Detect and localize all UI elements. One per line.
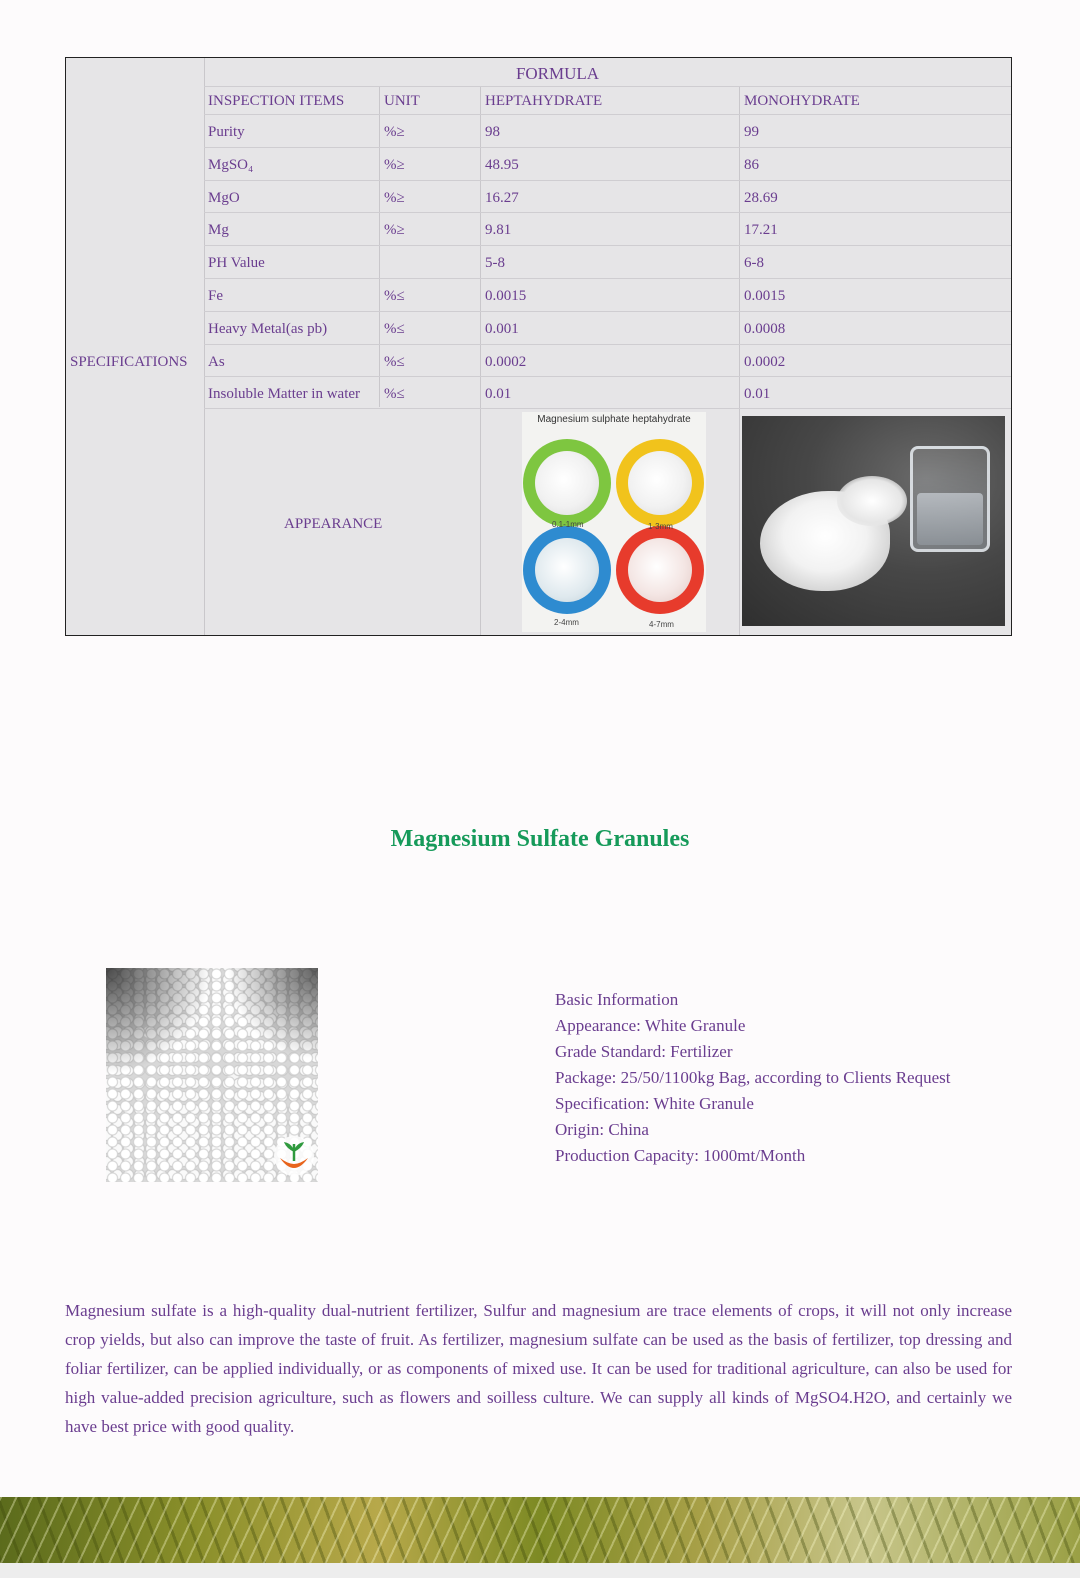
row-item: Fe	[208, 288, 223, 304]
info-origin: Origin: China	[555, 1120, 649, 1139]
granules-photo	[106, 968, 318, 1182]
row-mono-value: 86	[744, 157, 759, 173]
row-hepta-value: 0.0002	[485, 354, 527, 370]
info-appearance: Appearance: White Granule	[555, 1016, 746, 1035]
row-unit: %≤	[384, 354, 405, 370]
dish-green	[523, 439, 611, 527]
appearance-label: APPEARANCE	[284, 516, 383, 532]
row-hepta-value: 0.001	[485, 321, 519, 337]
row-mono-value: 0.01	[744, 386, 771, 402]
info-grade-standard: Grade Standard: Fertilizer	[555, 1042, 733, 1061]
size-label: 1-3mm	[648, 522, 673, 531]
row-hepta-value: 0.0015	[485, 288, 527, 304]
size-label: 4-7mm	[649, 620, 674, 629]
row-item: As	[208, 354, 225, 370]
row-item: Heavy Metal(as pb)	[208, 321, 328, 337]
row-divider	[204, 376, 1011, 377]
heptahydrate-photo-caption: Magnesium sulphate heptahydrate	[537, 414, 691, 425]
row-unit: %≤	[384, 321, 405, 337]
row-mono-value: 28.69	[744, 190, 778, 206]
row-mono-value: 6-8	[744, 255, 764, 271]
specifications-label: SPECIFICATIONS	[70, 354, 188, 370]
row-unit: %≥	[384, 190, 405, 206]
product-description: Magnesium sulfate is a high-quality dual-nutrient fertilizer, Sulfur and magnesium are trace elements of crops, it will not only increase crop yields, but also can improve the taste of fruit. As fertilizer, magnesium sulfate can be used as the basis of fertilizer, top dressing and foliar fertilizer, can be applied individually, or as components of mixed use. It can be used for traditional agriculture, can also be used for high value-added precision agriculture, such as flowers and soilless culture. We can supply all kinds of MgSO4.H2O, and certainly we have best price with good quality.	[65, 1301, 1012, 1436]
wheat-field-banner	[0, 1497, 1080, 1563]
row-mono-value: 17.21	[744, 222, 778, 238]
row-mono-value: 99	[744, 124, 759, 140]
heptahydrate-photo	[522, 412, 706, 632]
row-divider	[204, 344, 1011, 345]
row-hepta-value: 9.81	[485, 222, 512, 238]
specification-table	[65, 57, 1012, 636]
info-package: Package: 25/50/1100kg Bag, according to Clients Request	[555, 1068, 951, 1087]
dish-red	[616, 526, 704, 614]
row-divider	[204, 180, 1011, 181]
row-item: MgO	[208, 190, 240, 206]
row-hepta-value: 5-8	[485, 255, 505, 271]
info-production-capacity: Production Capacity: 1000mt/Month	[555, 1146, 806, 1165]
size-label: 2-4mm	[554, 618, 579, 627]
row-hepta-value: 0.01	[485, 386, 512, 402]
row-unit: %≥	[384, 157, 405, 173]
row-hepta-value: 48.95	[485, 157, 519, 173]
monohydrate-photo	[742, 416, 1005, 626]
row-item: Mg	[208, 222, 229, 238]
row-divider	[204, 114, 1011, 115]
row-item: Purity	[208, 124, 245, 140]
row-divider	[204, 278, 1011, 279]
column-divider	[204, 58, 205, 635]
brand-logo-icon	[272, 1134, 316, 1178]
header-unit: UNIT	[384, 93, 420, 109]
info-heading: Basic Information	[555, 990, 679, 1009]
dish-blue	[523, 526, 611, 614]
row-unit: %≥	[384, 222, 405, 238]
footer-strip	[0, 1563, 1080, 1578]
row-mono-value: 0.0002	[744, 354, 786, 370]
size-label: 0.1-1mm	[552, 520, 584, 529]
row-divider	[204, 147, 1011, 148]
row-item: Insoluble Matter in water	[208, 386, 361, 402]
header-inspection-items: INSPECTION ITEMS	[208, 93, 345, 109]
row-hepta-value: 16.27	[485, 190, 519, 206]
powder-pile	[837, 476, 907, 526]
column-divider	[739, 86, 740, 635]
dish-yellow	[616, 439, 704, 527]
row-unit: %≥	[384, 124, 405, 140]
row-divider	[204, 86, 1011, 87]
basic-information	[555, 987, 951, 1169]
product-title: Magnesium Sulfate Granules	[390, 826, 690, 852]
row-divider	[204, 408, 1011, 409]
row-mono-value: 0.0008	[744, 321, 786, 337]
column-divider	[379, 86, 380, 407]
formula-header: FORMULA	[515, 64, 600, 83]
row-divider	[204, 245, 1011, 246]
glass-of-water	[910, 446, 990, 552]
row-divider	[204, 212, 1011, 213]
row-unit: %≤	[384, 288, 405, 304]
row-mono-value: 0.0015	[744, 288, 786, 304]
header-monohydrate: MONOHYDRATE	[744, 93, 860, 109]
row-hepta-value: 98	[485, 124, 500, 140]
row-divider	[204, 311, 1011, 312]
header-heptahydrate: HEPTAHYDRATE	[485, 93, 603, 109]
info-specification: Specification: White Granule	[555, 1094, 754, 1113]
column-divider	[480, 86, 481, 635]
row-item: MgSO₄	[208, 157, 254, 173]
row-unit: %≤	[384, 386, 405, 402]
row-item: PH Value	[208, 255, 265, 271]
